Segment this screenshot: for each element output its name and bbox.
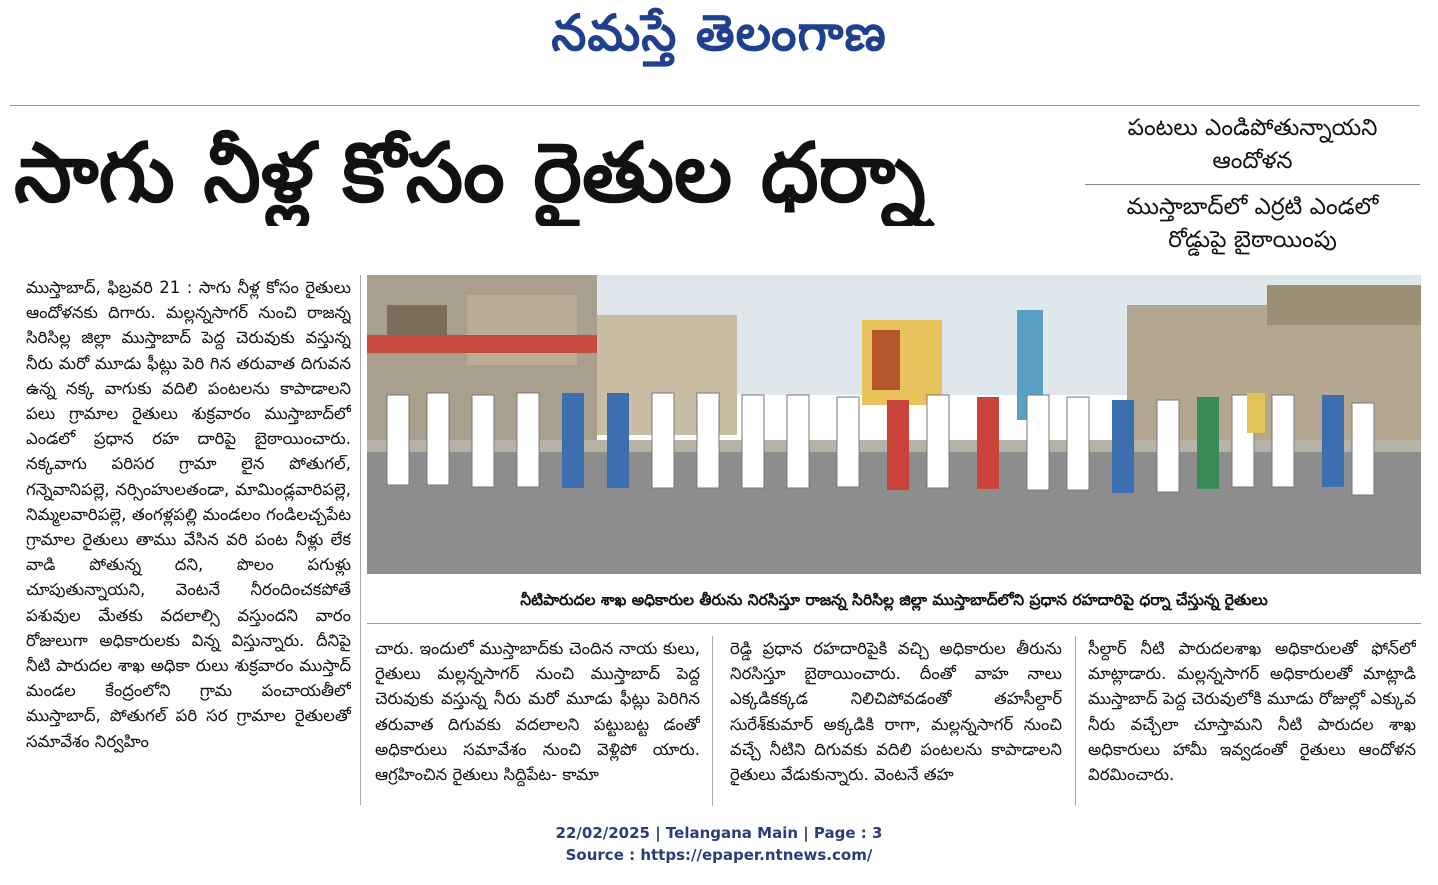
deck [1085, 112, 1420, 257]
protest-photo-illustration [367, 275, 1421, 574]
masthead-divider [10, 105, 1420, 106]
footer-date-line: 22/02/2025 | Telangana Main | Page : 3 [555, 824, 883, 842]
article-column-1: ముస్తాబాద్, ఫిబ్రవరి 21 : సాగు నీళ్ల కోసం రైతులు ఆందోళనకు దిగారు. మల్లన్నసాగర్ నుంచి రాజన్న సిరిసిల్ల జిల్లా ముస్తాబాద్ పెద్ద చెరువుకు వస్తున్న నీరు మరో మూడు ఫీట్లు పెరి గిన తరువాత దిగువన ఉన్న నక్క వాగుకు వదిలి పంటలను కాపాడాలని పలు గ్రామాల రైతులు శుక్రవారం ముస్తాబాద్‌లో ఎండలో ప్రధాన రహ దారిపై బైఠాయించారు. నక్కవాగు పరిసర గ్రామా లైన పోతుగల్, గన్నెవానిపల్లె, నర్సింహులతండా, మామిండ్లవారిపల్లె, నిమ్మలవారిపల్లె, తంగళ్లపల్లి మండలం గండిలచ్చపేట గ్రామాల రైతులు తాము వేసిన వరి పంట నీళ్లు లేక వాడి పోతున్న దని, పొలం పగుళ్లు చూపుతున్నాయని, వెంటనే నీరందించకపోతే పశువుల మేతకు వదలాల్సి వస్తుందని వారం రోజులుగా అధికారులకు విన్న విస్తున్నారు. దీనిపై నీటి పారుదల శాఖ అధికా రులు శుక్రవారం ముస్తాద్ మండల కేంద్రంలోని గ్రామ పంచాయతీలో ముస్తాబాద్, పోతుగల్ పరి సర గ్రామాల రైతులతో సమావేశం నిర్వహిం [26, 278, 351, 751]
column-divider [1075, 636, 1076, 806]
deck-line-1: పంటలు ఎండిపోతున్నాయని [1127, 115, 1378, 141]
deck-line-3: ముస్తాబాద్‌లో ఎర్రటి ఎండలో [1126, 194, 1379, 220]
column-divider [360, 275, 361, 805]
deck-line-2: ఆందోళన [1212, 148, 1293, 174]
caption-divider [367, 623, 1421, 624]
masthead-logo [0, 4, 1438, 75]
photo-caption: నీటిపారుదల శాఖ అధికారుల తీరును నిరసిస్తూ రాజన్న సిరిసిల్ల జిల్లా ముస్తాబాద్‌లోని ప్రధాన రహదారిపై ధర్నా చేస్తున్న రైతులు [520, 591, 1268, 609]
article-column-3: రెడ్డి ప్రధాన రహదారిపైకి వచ్చి అధికారుల తీరును నిరసిస్తూ బైఠాయించారు. దీంతో వాహ నాలు ఎక్కడికక్కడ నిలిచిపోవడంతో తహసీల్దార్ సురేశ్‌కుమార్ అక్కడికి రాగా, మల్లన్నసాగర్ నుంచి వచ్చే నీటిని దిగువకు వదిలి పంటలను కాపాడాలని రైతులు వేడుకున్నారు. వెంటనే తహ [730, 639, 1062, 785]
article-column-4: సీల్దార్ నీటి పారుదలశాఖ అధికారులతో ఫోన్‌లో మాట్లాడారు. మల్లన్నసాగర్ అధికారులతో మాట్లాడి ముస్తాబాద్ పెద్ద చెరువులోకి మూడు రోజుల్లో ఎక్కువ నీరు వచ్చేలా చూస్తామని నీటి పారుదల శాఖ అధికారులు హామీ ఇవ్వడంతో రైతులు ఆందోళన విరమించారు. [1088, 639, 1416, 785]
headline: సాగు నీళ్ల కోసం రైతుల ధర్నా [14, 126, 926, 221]
article-column-2: చారు. ఇందులో ముస్తాబాద్‌కు చెందిన నాయ కులు, రైతులు మల్లన్నసాగర్ నుంచి ముస్తాబాద్ పెద్ద చెరువుకు వస్తున్న నీరు మరో మూడు ఫీట్లు పెరిగిన తరువాత దిగువకు వదలాలని పట్టుబట్ట డంతో అధికారులు సమావేశం నుంచి వెళ్లిపో యారు. ఆగ్రహించిన రైతులు సిద్దిపేట- కామా [375, 639, 700, 785]
news-photo [367, 275, 1421, 574]
deck-divider [1085, 184, 1420, 185]
footer-source-line: Source : https://epaper.ntnews.com/ [565, 846, 873, 864]
deck-line-4: రోడ్డుపై బైఠాయింపు [1168, 227, 1337, 253]
column-divider [712, 636, 713, 806]
masthead-title: నమస్తే తెలంగాణ [551, 4, 887, 62]
